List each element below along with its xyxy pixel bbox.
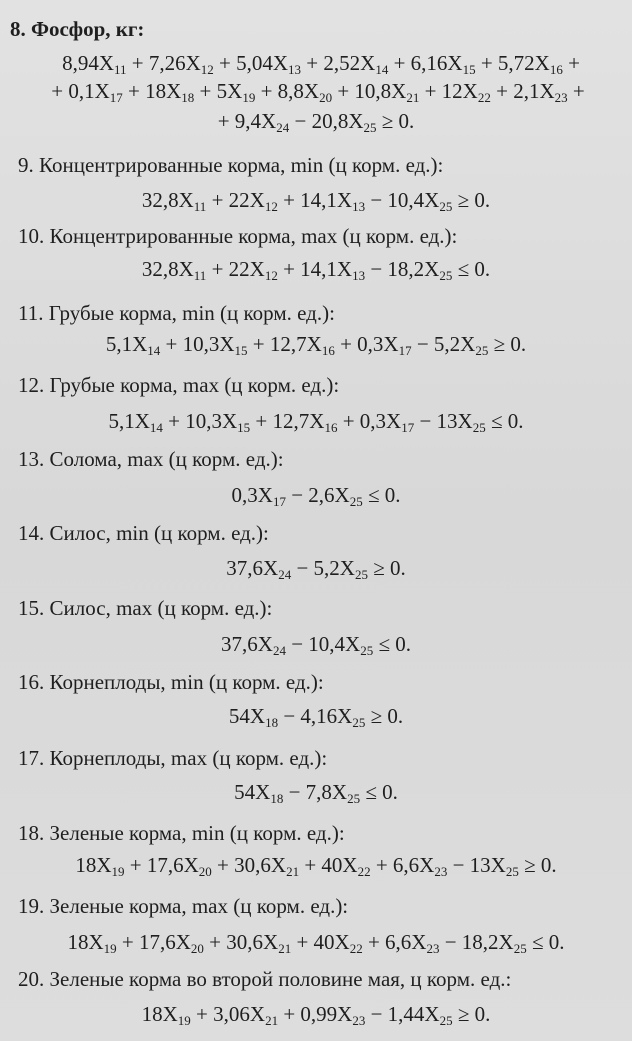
item-11-inequality: $5,1X_{14} + 10,3X_{15} + 12,7X_{16} + 0,3X_{17} - 5,2X_{25} \ge 0$. (105, 332, 527, 358)
item-11-heading: 11. Грубые корма, min (ц корм. ед.): (18, 301, 335, 325)
item-17-inequality: $54X_{18} - 7,8X_{25} \le 0$. (234, 780, 398, 806)
item-18-heading: 18. Зеленые корма, min (ц корм. ед.): (18, 821, 345, 845)
item-19-inequality: $18X_{19} + 17,6X_{20} + 30,6X_{21} + 40X_{22} + 6,6X_{23} - 18,2X_{25} \le 0$. (67, 930, 565, 956)
item-20-inequality: $18X_{19} + 3,06X_{21} + 0,99X_{23} - 1,44X_{25} \ge 0$. (141, 1002, 491, 1028)
item-17-heading: 17. Корнеплоды, max (ц корм. ед.): (18, 746, 328, 770)
item-18-inequality: $18X_{19} + 17,6X_{20} + 30,6X_{21} + 40X_{22} + 6,6X_{23} - 13X_{25} \ge 0$. (75, 853, 557, 879)
item-13-inequality: $0,3X_{17} - 2,6X_{25} \le 0$. (231, 483, 401, 509)
item-8-inequality-line-1: $8,94X_{11} + 7,26X_{12} + 5,04X_{13} + 2,52X_{14} + 6,16X_{15} + 5,72X_{16}$ + (62, 51, 580, 77)
item-10-inequality: $32,8X_{11} + 22X_{12} + 14,1X_{13} - 18,2X_{25} \le 0$. (141, 257, 491, 283)
item-14-heading: 14. Силос, min (ц корм. ед.): (18, 521, 269, 545)
item-16-inequality: $54X_{18} - 4,16X_{25} \ge 0$. (228, 704, 404, 730)
item-14-inequality: $37,6X_{24} - 5,2X_{25} \ge 0$. (226, 556, 406, 582)
item-16-heading: 16. Корнеплоды, min (ц корм. ед.): (18, 670, 324, 694)
item-12-heading: 12. Грубые корма, max (ц корм. ед.): (18, 373, 340, 397)
item-8-inequality-line-2: + $0,1X_{17} + 18X_{18} + 5X_{19} + 8,8X_{20} + 10,8X_{21} + 12X_{22} + 2,1X_{23}$ + (51, 79, 585, 105)
item-12-inequality: $5,1X_{14} + 10,3X_{15} + 12,7X_{16} + 0,3X_{17} - 13X_{25} \le 0$. (108, 409, 524, 435)
item-19-heading: 19. Зеленые корма, max (ц корм. ед.): (18, 894, 349, 918)
item-8-heading: 8. Фосфор, кг: (10, 17, 145, 41)
item-15-heading: 15. Силос, max (ц корм. ед.): (18, 596, 273, 620)
item-13-heading: 13. Солома, max (ц корм. ед.): (18, 447, 284, 471)
item-9-heading: 9. Концентрированные корма, min (ц корм. ед.): (18, 153, 444, 177)
item-20-heading: 20. Зеленые корма во второй половине мая, ц корм. ед.: (18, 967, 512, 991)
item-10-heading: 10. Концентрированные корма, max (ц корм. ед.): (18, 224, 458, 248)
item-9-inequality: $32,8X_{11} + 22X_{12} + 14,1X_{13} - 10,4X_{25} \ge 0$. (141, 188, 491, 214)
item-8-inequality-line-3: + $9,4X_{24} - 20,8X_{25} \ge 0$. (217, 109, 415, 135)
item-15-inequality: $37,6X_{24} - 10,4X_{25} \le 0$. (221, 632, 411, 658)
